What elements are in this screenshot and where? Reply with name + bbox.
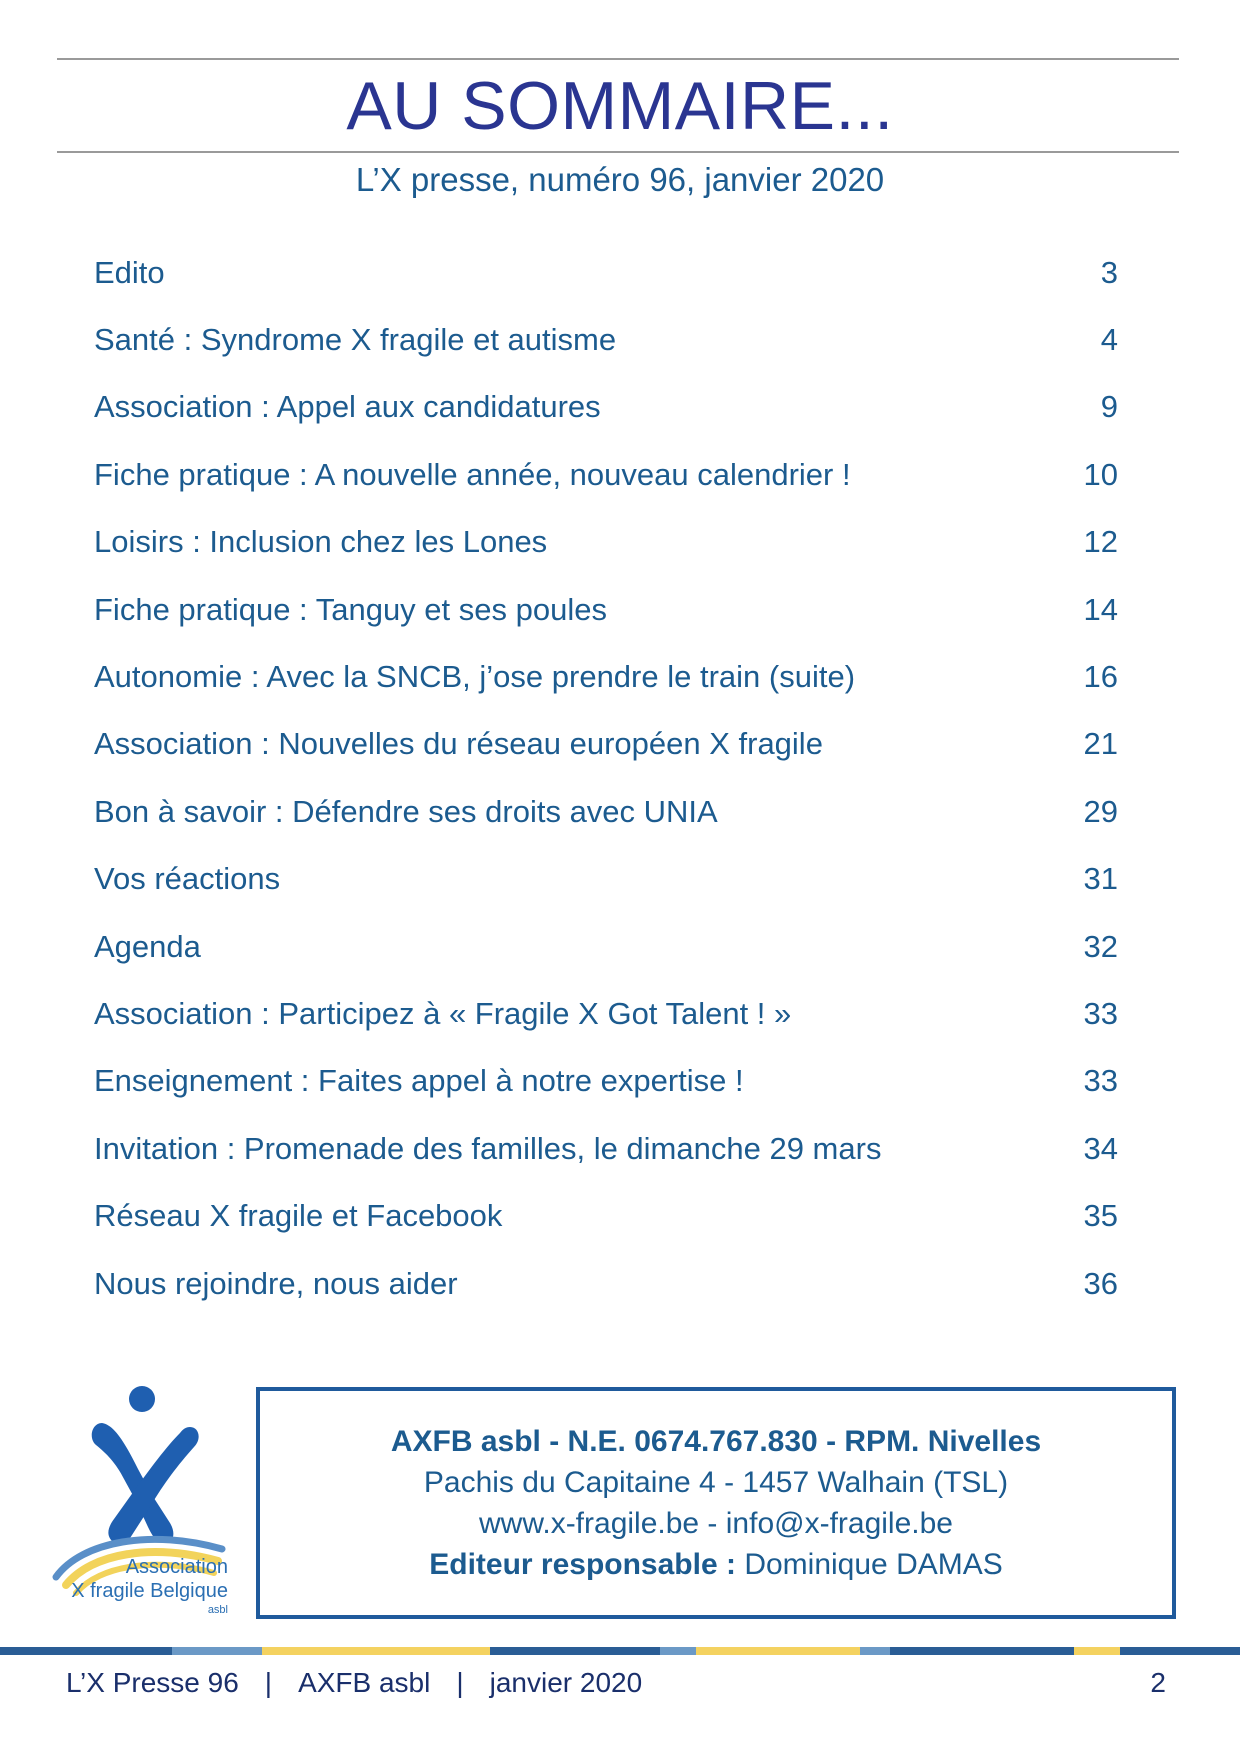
toc-item-page: 14 bbox=[1083, 591, 1118, 627]
toc-item-label: Enseignement : Faites appel à notre expertise ! bbox=[94, 1063, 744, 1099]
editor-label: Editeur responsable : bbox=[429, 1548, 736, 1581]
toc-item[interactable] bbox=[94, 441, 1118, 508]
toc-item-label: Vos réactions bbox=[94, 861, 281, 897]
logo-line-association: Association bbox=[125, 1556, 228, 1578]
toc-item-page: 32 bbox=[1083, 928, 1118, 964]
editor-name: Dominique DAMAS bbox=[744, 1548, 1003, 1581]
toc-item-label: Association : Nouvelles du réseau européen X fragile bbox=[94, 726, 823, 762]
issue-subtitle: L’X presse, numéro 96, janvier 2020 bbox=[355, 161, 885, 198]
toc-item[interactable] bbox=[94, 980, 1118, 1047]
toc-item-label: Réseau X fragile et Facebook bbox=[94, 1198, 503, 1234]
toc-item[interactable] bbox=[94, 1182, 1118, 1249]
toc-item-page: 35 bbox=[1083, 1198, 1118, 1234]
toc-item-page: 9 bbox=[1100, 389, 1118, 425]
legal-info: AXFB asbl - N.E. 0674.767.830 - RPM. Nivelles bbox=[390, 1425, 1042, 1458]
toc-item-label: Fiche pratique : A nouvelle année, nouveau calendrier ! bbox=[94, 456, 851, 492]
toc-item-label: Bon à savoir : Défendre ses droits avec UNIA bbox=[94, 793, 718, 829]
toc-item-label: Autonomie : Avec la SNCB, j’ose prendre le train (suite) bbox=[94, 659, 856, 695]
toc-item[interactable] bbox=[94, 509, 1118, 576]
address: Pachis du Capitaine 4 - 1457 Walhain (TSL) bbox=[423, 1466, 1009, 1499]
footer-publication: L’X Presse 96 bbox=[66, 1667, 239, 1698]
toc-item[interactable] bbox=[94, 846, 1118, 913]
top-rule bbox=[57, 58, 1179, 60]
toc-item-page: 21 bbox=[1083, 726, 1118, 762]
toc-item-page: 33 bbox=[1083, 1063, 1118, 1099]
toc-item-label: Association : Participez à « Fragile X Got Talent ! » bbox=[94, 995, 792, 1031]
toc-item[interactable] bbox=[94, 1048, 1118, 1115]
association-logo bbox=[52, 1383, 236, 1623]
title-underline-rule bbox=[57, 151, 1179, 153]
page-title: AU SOMMAIRE... bbox=[346, 68, 894, 144]
toc-item[interactable] bbox=[94, 1250, 1118, 1317]
toc-item-label: Santé : Syndrome X fragile et autisme bbox=[94, 322, 617, 358]
toc-item-page: 34 bbox=[1083, 1130, 1118, 1166]
toc-item[interactable] bbox=[94, 711, 1118, 778]
toc-item-page: 16 bbox=[1083, 659, 1118, 695]
page-footer bbox=[66, 1663, 1166, 1703]
toc-item[interactable] bbox=[94, 374, 1118, 441]
toc-item-page: 33 bbox=[1083, 995, 1118, 1031]
footer-separator: | bbox=[456, 1667, 464, 1698]
toc-item-page: 4 bbox=[1100, 322, 1118, 358]
toc-item[interactable] bbox=[94, 306, 1118, 373]
footer-organization: AXFB asbl bbox=[298, 1667, 431, 1698]
toc-item-label: Fiche pratique : Tanguy et ses poules bbox=[94, 591, 607, 627]
toc-item-label: Invitation : Promenade des familles, le dimanche 29 mars bbox=[94, 1130, 882, 1166]
editor-line bbox=[429, 1544, 1003, 1585]
toc-item-page: 31 bbox=[1083, 861, 1118, 897]
toc-item-label: Agenda bbox=[94, 928, 201, 964]
toc-item-page: 12 bbox=[1083, 524, 1118, 560]
toc-item[interactable] bbox=[94, 643, 1118, 710]
toc-item-page: 36 bbox=[1083, 1265, 1118, 1301]
toc-item-label: Nous rejoindre, nous aider bbox=[94, 1265, 458, 1301]
table-of-contents bbox=[94, 239, 1118, 1317]
toc-item[interactable] bbox=[94, 913, 1118, 980]
toc-item-page: 29 bbox=[1083, 793, 1118, 829]
contact-links[interactable]: www.x-fragile.be - info@x-fragile.be bbox=[479, 1507, 953, 1540]
publisher-info-box bbox=[256, 1387, 1176, 1619]
footer-separator: | bbox=[264, 1667, 273, 1698]
person-x-icon bbox=[92, 1386, 199, 1544]
logo-line-asbl: asbl bbox=[207, 1604, 228, 1616]
toc-item[interactable] bbox=[94, 576, 1118, 643]
toc-item-label: Loisirs : Inclusion chez les Lones bbox=[94, 524, 548, 560]
footer-color-stripe bbox=[0, 1647, 1240, 1655]
toc-item-label: Association : Appel aux candidatures bbox=[94, 389, 601, 425]
toc-item-page: 10 bbox=[1083, 456, 1118, 492]
toc-item-label: Edito bbox=[94, 254, 165, 290]
toc-item[interactable] bbox=[94, 1115, 1118, 1182]
toc-item-page: 3 bbox=[1100, 254, 1118, 290]
footer-page-number: 2 bbox=[1150, 1667, 1166, 1698]
toc-item[interactable] bbox=[94, 239, 1118, 306]
footer-date: janvier 2020 bbox=[489, 1667, 643, 1698]
logo-line-name: X fragile Belgique bbox=[71, 1580, 228, 1602]
toc-item[interactable] bbox=[94, 778, 1118, 845]
